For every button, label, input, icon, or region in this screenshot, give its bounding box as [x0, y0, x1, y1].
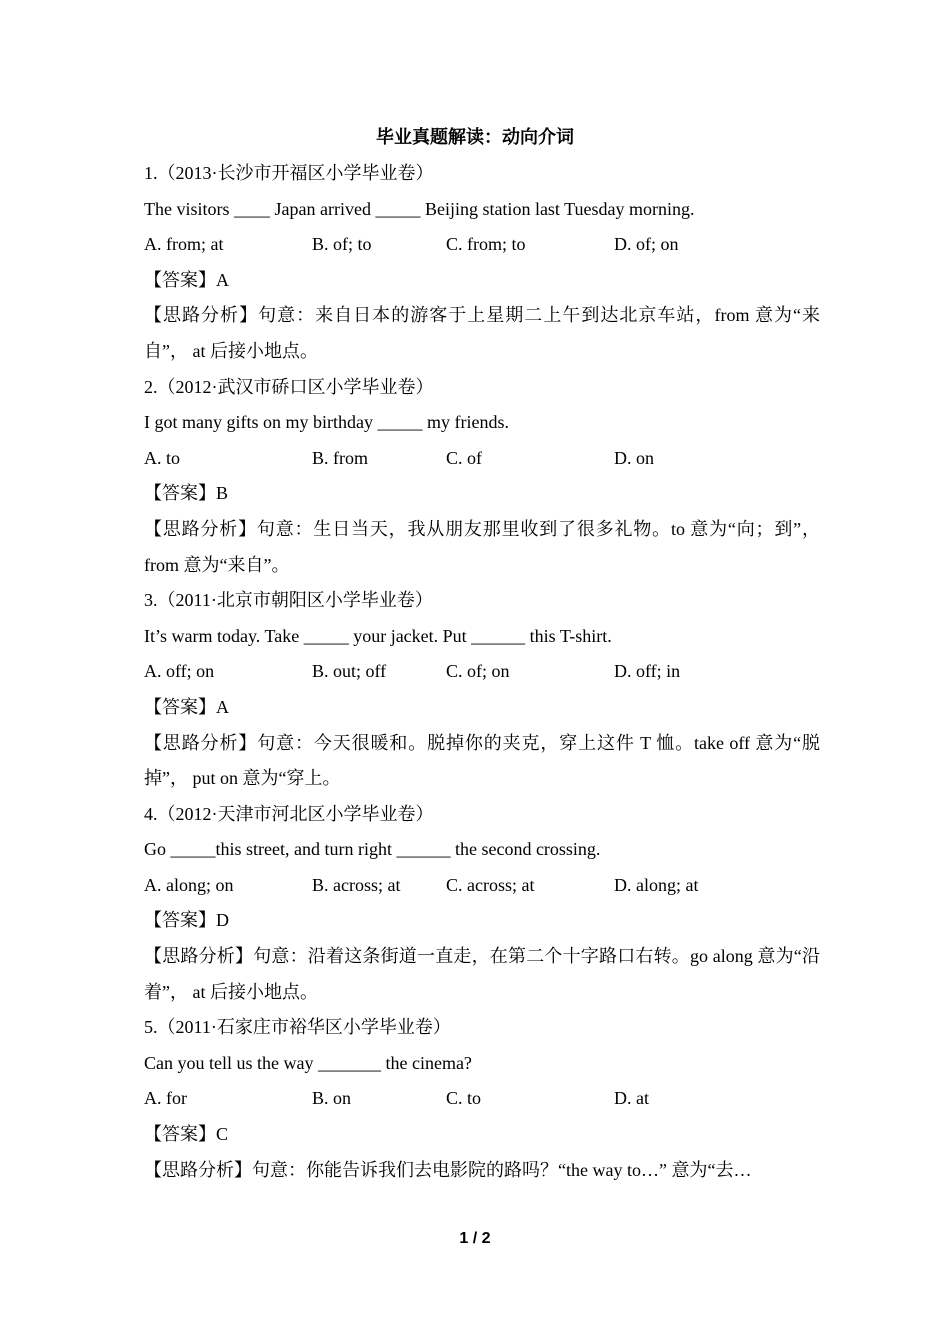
answer: 【答案】C	[144, 1124, 229, 1145]
option-a: A. from; at	[144, 234, 224, 255]
option-a: A. to	[144, 447, 180, 468]
analysis: 【思路分析】句意：今天很暖和。脱掉你的夹克，穿上这件 T 恤。take off 意为“脱掉”， put on 意为“穿上。	[144, 732, 820, 789]
question-3	[144, 583, 820, 797]
option-d: D. at	[614, 1088, 649, 1109]
question-header: 1.（2013·长沙市开福区小学毕业卷）	[144, 163, 434, 183]
question-stem: The visitors ____ Japan arrived _____ Beijing station last Tuesday morning.	[144, 198, 695, 219]
option-row	[144, 441, 820, 477]
question-stem: It’s warm today. Take _____ your jacket. Put ______ this T-shirt.	[144, 625, 612, 646]
page-number: 1 / 2	[459, 1230, 491, 1247]
option-b: B. from	[312, 447, 368, 468]
analysis: 【思路分析】句意：来自日本的游客于上星期二上午到达北京车站，from 意为“来自”， at 后接小地点。	[144, 305, 820, 361]
option-row	[144, 654, 820, 690]
question-header: 2.（2012·武汉市硚口区小学毕业卷）	[144, 376, 434, 397]
option-a: A. off; on	[144, 661, 215, 682]
option-row	[144, 227, 820, 263]
option-row	[144, 1081, 820, 1117]
analysis: 【思路分析】句意：你能告诉我们去电影院的路吗？“the way to…” 意为“去…	[144, 1159, 752, 1180]
question-stem: Can you tell us the way _______ the cinema?	[144, 1052, 472, 1073]
option-d: D. on	[614, 447, 654, 468]
answer: 【答案】D	[144, 910, 229, 931]
question-1	[144, 156, 820, 370]
option-d: D. of; on	[614, 234, 679, 255]
option-b: B. out; off	[312, 661, 387, 682]
option-b: B. of; to	[312, 234, 372, 255]
option-row	[144, 868, 820, 904]
question-list	[144, 156, 820, 1188]
question-header: 5.（2011·石家庄市裕华区小学毕业卷）	[144, 1017, 451, 1038]
option-c: C. from; to	[446, 234, 526, 255]
question-stem: Go _____this street, and turn right ______ the second crossing.	[144, 839, 601, 860]
option-d: D. along; at	[614, 874, 699, 895]
page-title: 毕业真题解读：动向介词	[376, 127, 574, 147]
option-a: A. for	[144, 1088, 187, 1109]
question-5	[144, 1010, 820, 1188]
question-header: 4.（2012·天津市河北区小学毕业卷）	[144, 803, 434, 824]
option-c: C. of	[446, 447, 482, 468]
option-b: B. across; at	[312, 874, 401, 895]
option-c: C. of; on	[446, 661, 510, 682]
option-b: B. on	[312, 1088, 352, 1109]
analysis: 【思路分析】句意：生日当天，我从朋友那里收到了很多礼物。to 意为“向；到”，from 意为“来自”。	[144, 518, 820, 575]
answer: 【答案】A	[144, 269, 229, 290]
option-d: D. off; in	[614, 661, 681, 682]
answer: 【答案】B	[144, 483, 229, 504]
question-header: 3.（2011·北京市朝阳区小学毕业卷）	[144, 590, 433, 611]
option-a: A. along; on	[144, 874, 234, 895]
analysis: 【思路分析】句意：沿着这条街道一直走，在第二个十字路口右转。go along 意为“沿着”， at 后接小地点。	[144, 946, 820, 1002]
option-c: C. across; at	[446, 874, 535, 895]
question-2	[144, 370, 820, 584]
option-c: C. to	[446, 1088, 482, 1109]
answer: 【答案】A	[144, 696, 229, 717]
question-4	[144, 797, 820, 1011]
question-stem: I got many gifts on my birthday _____ my friends.	[144, 412, 509, 433]
